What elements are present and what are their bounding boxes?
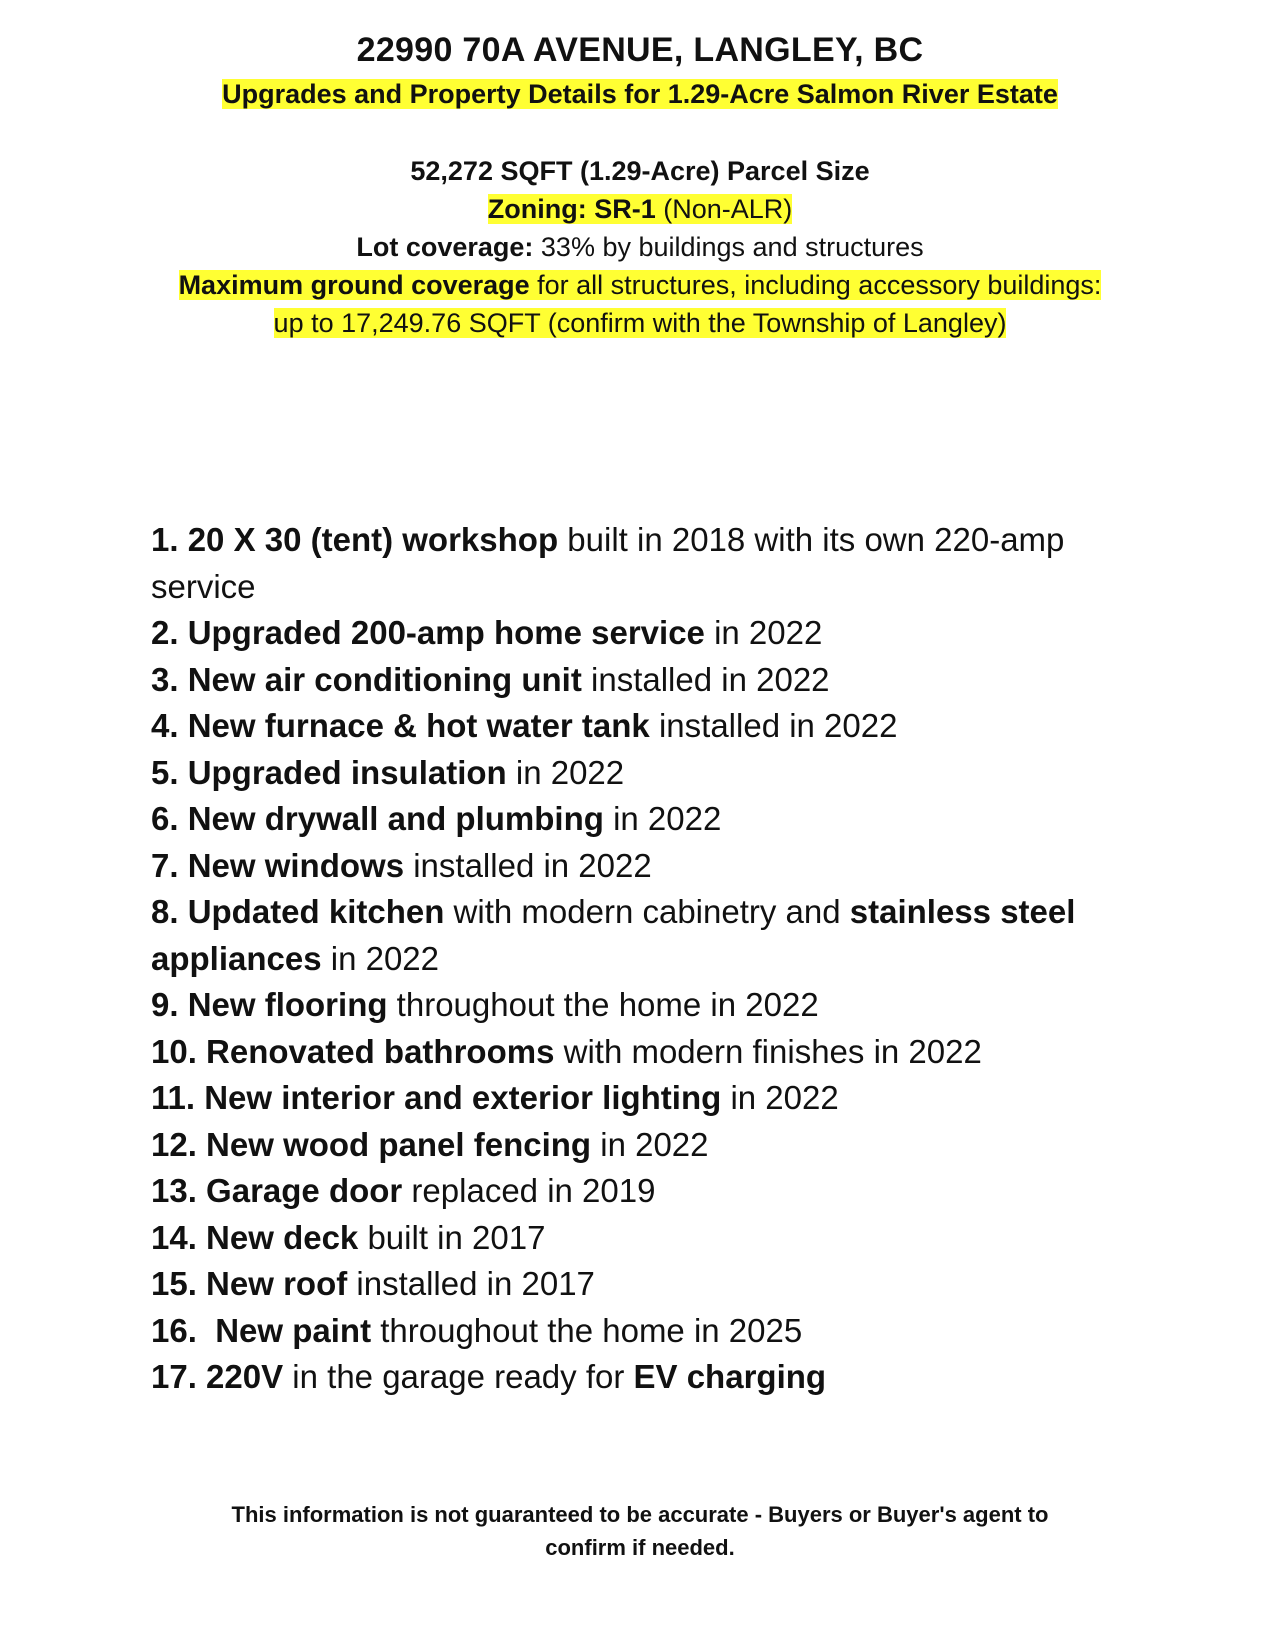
zoning-label: Zoning: SR-1 <box>487 194 656 224</box>
list-item: 9. New flooring throughout the home in 2022 <box>151 986 819 1023</box>
list-item: 13. Garage door replaced in 2019 <box>151 1172 656 1209</box>
list-item: 6. New drywall and plumbing in 2022 <box>151 800 722 837</box>
max-coverage-label: Maximum ground coverage <box>178 270 530 300</box>
disclaimer <box>0 1498 1280 1564</box>
list-item: 16. New paint throughout the home in 2025 <box>151 1311 803 1349</box>
zoning-line <box>0 190 1280 228</box>
list-item: 5. Upgraded insulation in 2022 <box>151 753 625 791</box>
disclaimer-line-1: This information is not guaranteed to be accurate - Buyers or Buyer's agent to <box>231 1502 1049 1527</box>
page-subtitle <box>0 76 1280 112</box>
max-coverage-line-2 <box>0 304 1280 342</box>
subtitle-highlight: Upgrades and Property Details for 1.29-Acre Salmon River Estate <box>222 79 1058 109</box>
list-item: 15. New roof installed in 2017 <box>151 1265 595 1302</box>
list-item: 17. 220V in the garage ready for EV charging <box>151 1358 827 1395</box>
list-item: 14. New deck built in 2017 <box>151 1218 546 1256</box>
list-item: 10. Renovated bathrooms with modern finishes in 2022 <box>151 1032 982 1070</box>
lot-coverage-line <box>0 228 1280 266</box>
max-coverage-line <box>0 266 1280 304</box>
upgrades-list <box>151 517 1151 1401</box>
list-item: 11. New interior and exterior lighting in 2022 <box>151 1079 839 1116</box>
lot-coverage-value: 33% by buildings and structures <box>533 232 924 262</box>
list-item: 7. New windows installed in 2022 <box>151 846 652 884</box>
property-details <box>0 152 1280 342</box>
list-item: 3. New air conditioning unit installed in 2022 <box>151 660 830 698</box>
disclaimer-line-2: confirm if needed. <box>545 1535 735 1560</box>
max-coverage-value: for all structures, including accessory buildings: <box>529 270 1102 300</box>
list-item: 4. New furnace & hot water tank installed in 2022 <box>151 707 898 744</box>
max-coverage-amount: up to 17,249.76 SQFT (confirm with the Township of Langley) <box>273 308 1007 338</box>
list-item: 12. New wood panel fencing in 2022 <box>151 1125 709 1163</box>
lot-coverage-label: Lot coverage: <box>356 232 534 262</box>
list-item: 8. Updated kitchen with modern cabinetry and stainless steel appliances in 2022 <box>151 893 1076 977</box>
zoning-value: (Non-ALR) <box>655 194 793 224</box>
page-title: 22990 70A AVENUE, LANGLEY, BC <box>356 31 924 69</box>
parcel-size: 52,272 SQFT (1.29-Acre) Parcel Size <box>410 156 870 186</box>
list-item: 2. Upgraded 200-amp home service in 2022 <box>151 614 823 651</box>
list-item: 1. 20 X 30 (tent) workshop built in 2018 with its own 220-amp service <box>151 521 1065 605</box>
